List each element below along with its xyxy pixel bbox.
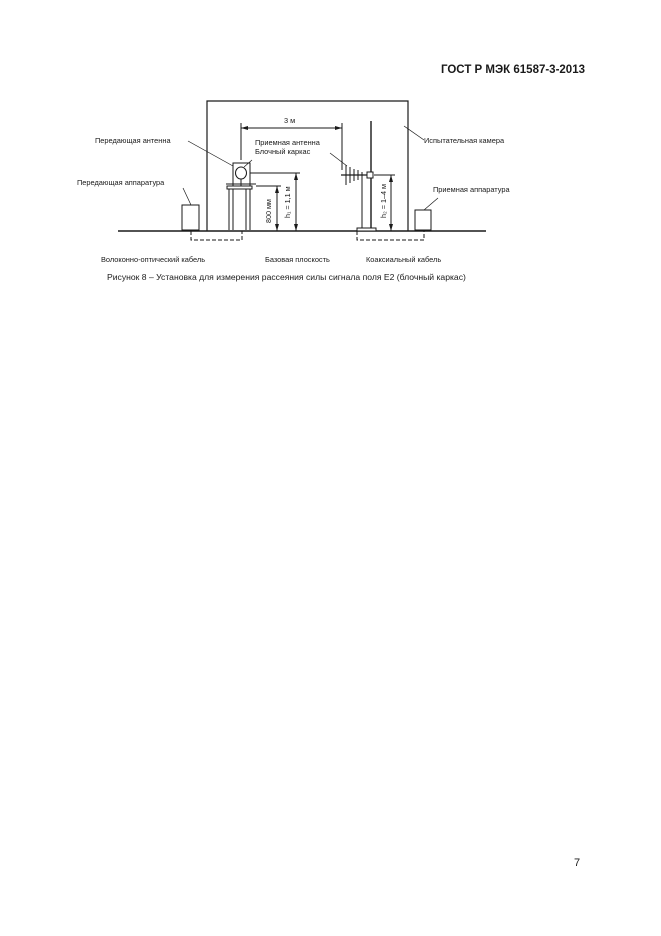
tx-equipment-label: Передающая аппаратура <box>77 178 165 187</box>
chamber-leader <box>404 126 424 140</box>
tx-equipment-box <box>182 205 199 230</box>
coax-cable-line <box>357 231 424 240</box>
rx-equipment-leader <box>424 198 438 210</box>
tx-antenna-shape <box>226 163 256 186</box>
rx-antenna-label: Приемная антенна <box>255 138 320 147</box>
ground-plane-label: Базовая плоскость <box>265 255 330 264</box>
h1-label: h₁ = 1,1 м <box>283 186 292 218</box>
setup-diagram <box>0 0 661 300</box>
coax-cable-label: Коаксиальный кабель <box>366 255 442 264</box>
distance-label: 3 м <box>284 116 296 125</box>
figure-caption <box>107 272 466 282</box>
caption-number: Рисунок 8 <box>107 272 147 282</box>
test-chamber-label: Испытательная камера <box>424 136 505 145</box>
rx-antenna-shape <box>341 165 373 185</box>
caption-text: – Установка для измерения рассеяния силы сигнала поля E2 (блочный каркас) <box>146 272 466 282</box>
fiber-cable-line <box>191 231 242 240</box>
h1-dimension <box>250 173 300 231</box>
block-frame-label: Блочный каркас <box>255 147 311 156</box>
rx-antenna-leader <box>330 153 347 166</box>
tx-equipment-leader <box>183 188 191 205</box>
tx-antenna-label: Передающая антенна <box>95 136 171 145</box>
document-header: ГОСТ Р МЭК 61587-3-2013 <box>440 64 585 76</box>
rx-equipment-label: Приемная аппаратура <box>433 185 510 194</box>
tx-antenna-leader <box>188 141 233 166</box>
page-number: 7 <box>574 857 581 869</box>
fiber-cable-label: Волоконно-оптический кабель <box>101 255 206 264</box>
block-frame <box>227 186 252 230</box>
h2-label: h₂ = 1–4 м <box>379 184 388 218</box>
rx-equipment-box <box>415 210 431 230</box>
height-800-label: 800 мм <box>264 199 273 223</box>
